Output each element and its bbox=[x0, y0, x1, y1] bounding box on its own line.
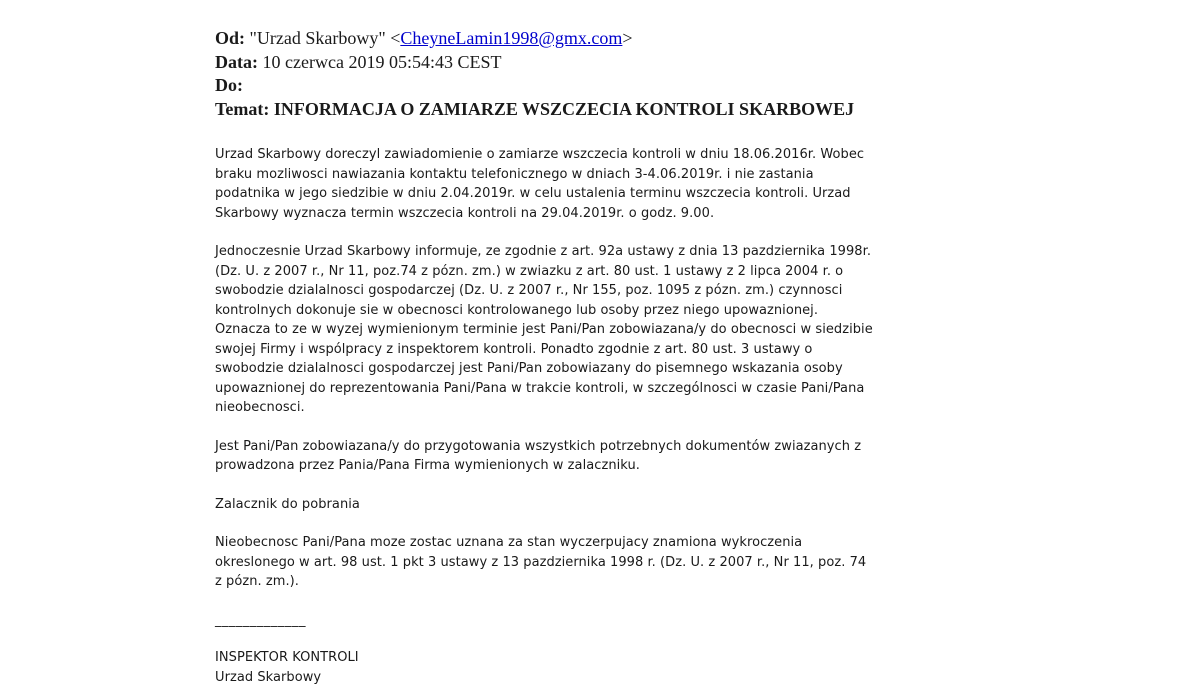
body-line: (Dz. U. z 2007 r., Nr 11, poz.74 z pózn. zm.) w zwiazku z art. 80 ust. 1 ustawy z 2 lipca 2004 r. o bbox=[215, 262, 1005, 282]
signature-block bbox=[215, 648, 1005, 687]
body-line: Urzad Skarbowy doreczyl zawiadomienie o zamiarze wszczecia kontroli w dniu 18.06.2016r. Wobec bbox=[215, 145, 1005, 165]
subject-line bbox=[215, 98, 1005, 122]
body-line: upowaznionej do reprezentowania Pani/Pana w trakcie kontroli, w szczególnosci w czasie Pani/Pana bbox=[215, 379, 1005, 399]
body-line: kontrolnych dokonuje sie w obecnosci kontrolowanego lub osoby przez niego upowaznionej. bbox=[215, 301, 1005, 321]
sender-name: "Urzad Skarbowy" bbox=[250, 28, 386, 48]
body-line: Jest Pani/Pan zobowiazana/y do przygotowania wszystkich potrzebnych dokumentów zwiazanych z bbox=[215, 437, 1005, 457]
email-message bbox=[215, 27, 1005, 687]
open-bracket: < bbox=[390, 28, 400, 48]
from-label: Od: bbox=[215, 28, 245, 48]
date-value: 10 czerwca 2019 05:54:43 CEST bbox=[263, 52, 502, 72]
to-line bbox=[215, 74, 1005, 98]
body-line: Oznacza to ze w wyzej wymienionym terminie jest Pani/Pan zobowiazana/y do obecnosci w siedzibie bbox=[215, 320, 1005, 340]
body-line: Jednoczesnie Urzad Skarbowy informuje, ze zgodnie z art. 92a ustawy z dnia 13 pazdziernika 1998r. bbox=[215, 242, 1005, 262]
signature-separator: _____________ bbox=[215, 611, 1005, 631]
paragraph-absence bbox=[215, 533, 1005, 592]
paragraph-documents bbox=[215, 437, 1005, 476]
date-label: Data: bbox=[215, 52, 258, 72]
body-line: z pózn. zm.). bbox=[215, 572, 1005, 592]
body-line: okreslonego w art. 98 ust. 1 pkt 3 ustawy z 13 pazdziernika 1998 r. (Dz. U. z 2007 r., Nr 11, poz. 74 bbox=[215, 553, 1005, 573]
body-line: braku mozliwosci nawiazania kontaktu telefonicznego w dniach 3-4.06.2019r. i nie zastania bbox=[215, 165, 1005, 185]
email-body bbox=[215, 145, 1005, 687]
body-line: swobodzie dzialalnosci gospodarczej (Dz. U. z 2007 r., Nr 155, poz. 1095 z pózn. zm.) czynnosci bbox=[215, 281, 1005, 301]
sender-email-link[interactable]: CheyneLamin1998@gmx.com bbox=[400, 28, 622, 48]
subject-label: Temat: bbox=[215, 99, 269, 119]
attachment-text: Zalacznik do pobrania bbox=[215, 495, 1005, 515]
close-bracket: > bbox=[622, 28, 632, 48]
body-line: prowadzona przez Pania/Pana Firma wymienionych w zalaczniku. bbox=[215, 456, 1005, 476]
date-line bbox=[215, 51, 1005, 75]
from-line bbox=[215, 27, 1005, 51]
paragraph-notice bbox=[215, 145, 1005, 223]
body-line: podatnika w jego siedzibie w dniu 2.04.2019r. w celu ustalenia terminu wszczecia kontroli. Urzad bbox=[215, 184, 1005, 204]
paragraph-legal bbox=[215, 242, 1005, 418]
body-line: nieobecnosci. bbox=[215, 398, 1005, 418]
paragraph-attachment bbox=[215, 495, 1005, 515]
to-label: Do: bbox=[215, 75, 243, 95]
body-line: swobodzie dzialalnosci gospodarczej jest Pani/Pan zobowiazany do pisemnego wskazania osoby bbox=[215, 359, 1005, 379]
body-line: Nieobecnosc Pani/Pana moze zostac uznana za stan wyczerpujacy znamiona wykroczenia bbox=[215, 533, 1005, 553]
body-line: Skarbowy wyznacza termin wszczecia kontroli na 29.04.2019r. o godz. 9.00. bbox=[215, 204, 1005, 224]
body-line: swojej Firmy i wspólpracy z inspektorem kontroli. Ponadto zgodnie z art. 80 ust. 3 ustawy o bbox=[215, 340, 1005, 360]
signature-title: INSPEKTOR KONTROLI bbox=[215, 648, 1005, 668]
subject-value: INFORMACJA O ZAMIARZE WSZCZECIA KONTROLI SKARBOWEJ bbox=[274, 99, 854, 119]
signature-office: Urzad Skarbowy bbox=[215, 668, 1005, 687]
